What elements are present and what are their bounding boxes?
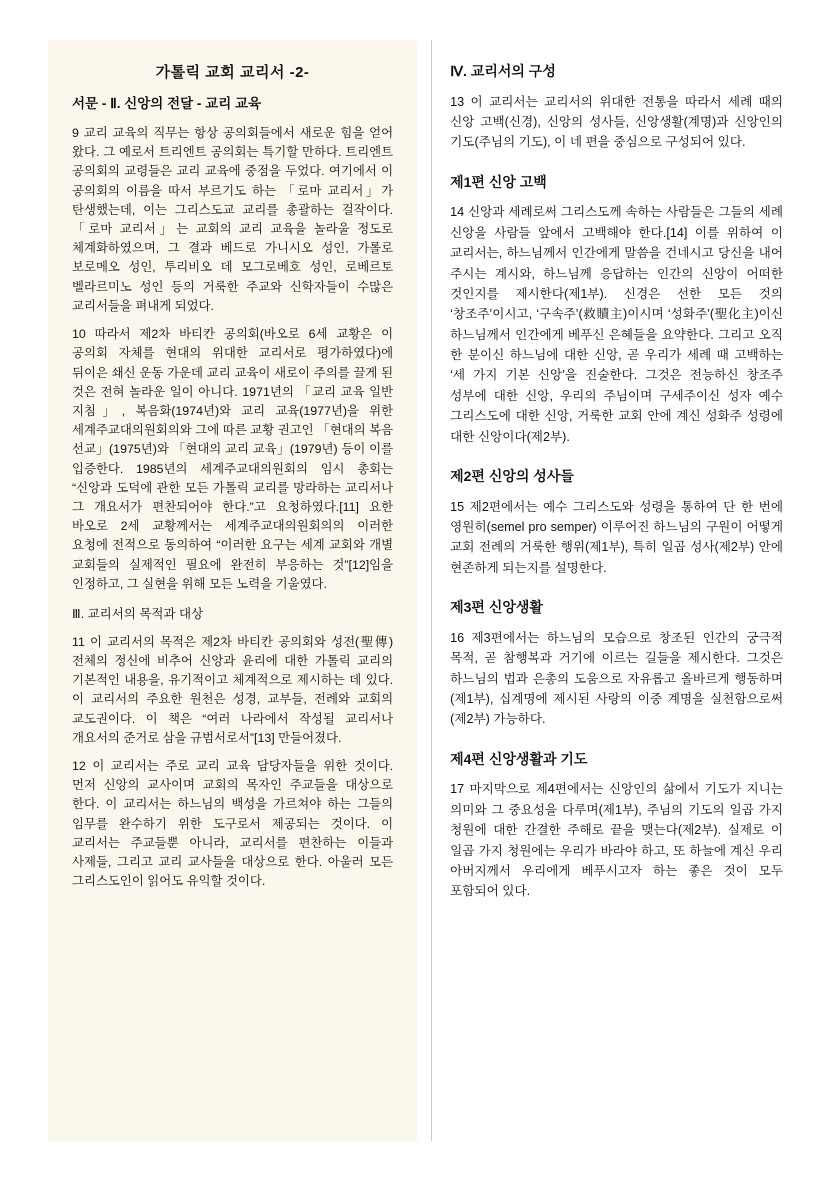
paragraph-12: 12 이 교리서는 주로 교리 교육 담당자들을 위한 것이다. 먼저 신앙의 교사이며 교회의 목자인 주교들을 대상으로 한다. 이 교리서는 하느님의 백성을 가르쳐야 하는 그들의 임무를 완수하기 위한 도구로서 제공되는 것이다. 이 교리서는 주교들뿐 아니라, 교리서를 편찬하는 이들과 사제들, 그리고 교리 교사들을 대상으로 한다. 아울러 모든 그리스도인이 읽어도 유익할 것이다. [72, 758, 394, 889]
right-column [446, 40, 787, 1141]
paragraph-9: 9 교리 교육의 직무는 항상 공의회들에서 새로운 힘을 얻어 왔다. 그 예로서 트리엔트 공의회는 특기할 만하다. 트리엔트 공의회의 교령들은 교리 교육에 중점을 두었다. 여기에서 이 공의회의 이름을 따서 부르기도 하는 「로마 교리서」가 탄생했는데, 이는 그리스도교 교리를 총괄하는 걸작이다. 「로마 교리서」는 교회의 교리 교육을 놀라울 정도로 체계화하였으며, 그 결과 베드로 가니시오 성인, 가롤로 보로메오 성인, 투리비오 데 모그로베호 성인, 로베르토 벨라르미노 성인 등의 거룩한 주교와 신학자들이 수많은 교리서들을 펴내게 되었다. [72, 125, 394, 313]
paragraph-13: 13 이 교리서는 교리서의 위대한 전통을 따라서 세례 때의 신앙 고백(신경), 신앙의 성사들, 신앙생활(계명)과 신앙인의 기도(주님의 기도), 이 네 편을 중심으로 구성되어 있다. [450, 94, 783, 150]
paragraph-16: 16 제3편에서는 하느님의 모습으로 창조된 인간의 궁극적 목적, 곧 참행복과 거기에 이르는 길들을 제시한다. 그것은 하느님의 법과 은총의 도움으로 자유롭고 올바르게 행동하며(제1부), 십계명에 제시된 사랑의 이중 계명을 실천함으로써(제2부) 가능하다. [450, 630, 783, 727]
column-divider [431, 40, 432, 1141]
two-column-layout [48, 40, 787, 1141]
section-heading-part-2: 제2편 신앙의 성사들 [450, 468, 574, 485]
section-heading-part-3: 제3편 신앙생활 [450, 599, 543, 616]
paragraph-10: 10 따라서 제2차 바티칸 공의회(바오로 6세 교황은 이 공의회 자체를 현대의 위대한 교리서로 평가하였다)에 뒤이은 쇄신 운동 가운데 교리 교육이 새로이 주의를 끌게 된 것은 전혀 놀라운 일이 아니다. 1971년의 「교리 교육 일반 지침」, 복음화(1974년)와 교리 교육(1977년)을 위한 세계주교대의원회의와 그에 따른 교황 권고인 「현대의 복음 선교」(1975년)와 「현대의 교리 교육」(1979년) 등이 이를 입증한다. 1985년의 세계주교대의원회의 임시 총회는 “신앙과 도덕에 관한 모든 가톨릭 교리를 망라하는 교리서나 그 개요서가 편찬되어야 한다.”고 요청하였다.[11] 요한 바오로 2세 교황께서는 세계주교대의원회의의 이러한 요청에 전적으로 동의하여 “이러한 요구는 세계 교회와 개별 교회들의 실제적인 필요에 완전히 부응하는 것”[12]임을 인정하고, 그 실현을 위해 모든 노력을 기울였다. [72, 327, 394, 591]
section-heading-purpose: Ⅲ. 교리서의 목적과 대상 [72, 607, 204, 622]
paragraph-17: 17 마지막으로 제4편에서는 신앙인의 삶에서 기도가 지니는 의미와 그 중요성을 다루며(제1부), 주님의 기도의 일곱 가지 청원에 대한 간결한 주해로 끝을 맺는다(제2부). 실제로 이 일곱 가지 청원에는 우리가 바라야 하고, 또 하늘에 계신 우리 아버지께서 우리에게 베푸시고자 하는 좋은 것이 모두 포함되어 있다. [450, 782, 783, 899]
left-column [48, 40, 417, 1141]
paragraph-14: 14 신앙과 세례로써 그리스도께 속하는 사람들은 그들의 세례 신앙을 사람들 앞에서 고백해야 한다.[14] 이를 위하여 이 교리서는, 하느님께서 인간에게 말씀을 건네시고 당신을 내어 주시는 계시와, 하느님께 응답하는 인간의 신앙이 어떠한 것인지를 제시한다(제1부). 신경은 선한 모든 것의 ‘창조주’이시고, ‘구속주’(救贖主)이시며 ‘성화주’(聖化主)이신 하느님께서 인간에게 베푸신 은혜들을 요약한다. 그리고 오직 한 분이신 하느님에 대한 신앙, 곧 우리가 세례 때 고백하는 ‘세 가지 기본 신앙’을 진술한다. 그것은 전능하신 창조주 성부에 대한 신앙, 우리의 주님이며 구세주이신 성자 예수 그리스도에 대한 신앙, 거룩한 교회 안에 계신 성화주 성령에 대한 신앙이다(제2부). [450, 205, 783, 444]
document-subtitle: 서문 - Ⅱ. 신앙의 전달 - 교리 교육 [72, 96, 262, 111]
section-heading-structure: Ⅳ. 교리서의 구성 [450, 63, 556, 79]
paragraph-15: 15 제2편에서는 예수 그리스도와 성령을 통하여 단 한 번에 영원히(semel pro semper) 이루어진 하느님의 구원이 어떻게 교회 전례의 거룩한 행위(제1부), 특히 일곱 성사(제2부) 안에 현존하게 되는지를 설명한다. [450, 499, 783, 575]
section-heading-part-4: 제4편 신앙생활과 기도 [450, 750, 588, 767]
page-title: 가톨릭 교회 교리서 -2- [155, 64, 310, 81]
section-heading-part-1: 제1편 신앙 고백 [450, 173, 547, 190]
paragraph-11: 11 이 교리서의 목적은 제2차 바티칸 공의회와 성전(聖傳) 전체의 정신에 비추어 신앙과 윤리에 대한 가톨릭 교리의 기본적인 내용을, 유기적이고 체계적으로 제시하는 데 있다. 이 교리서의 주요한 원천은 성경, 교부들, 전례와 교회의 교도권이다. 이 책은 “여러 나라에서 작성될 교리서나 개요서의 준거로 삼을 규범서로서”[13] 만들어졌다. [72, 634, 394, 745]
